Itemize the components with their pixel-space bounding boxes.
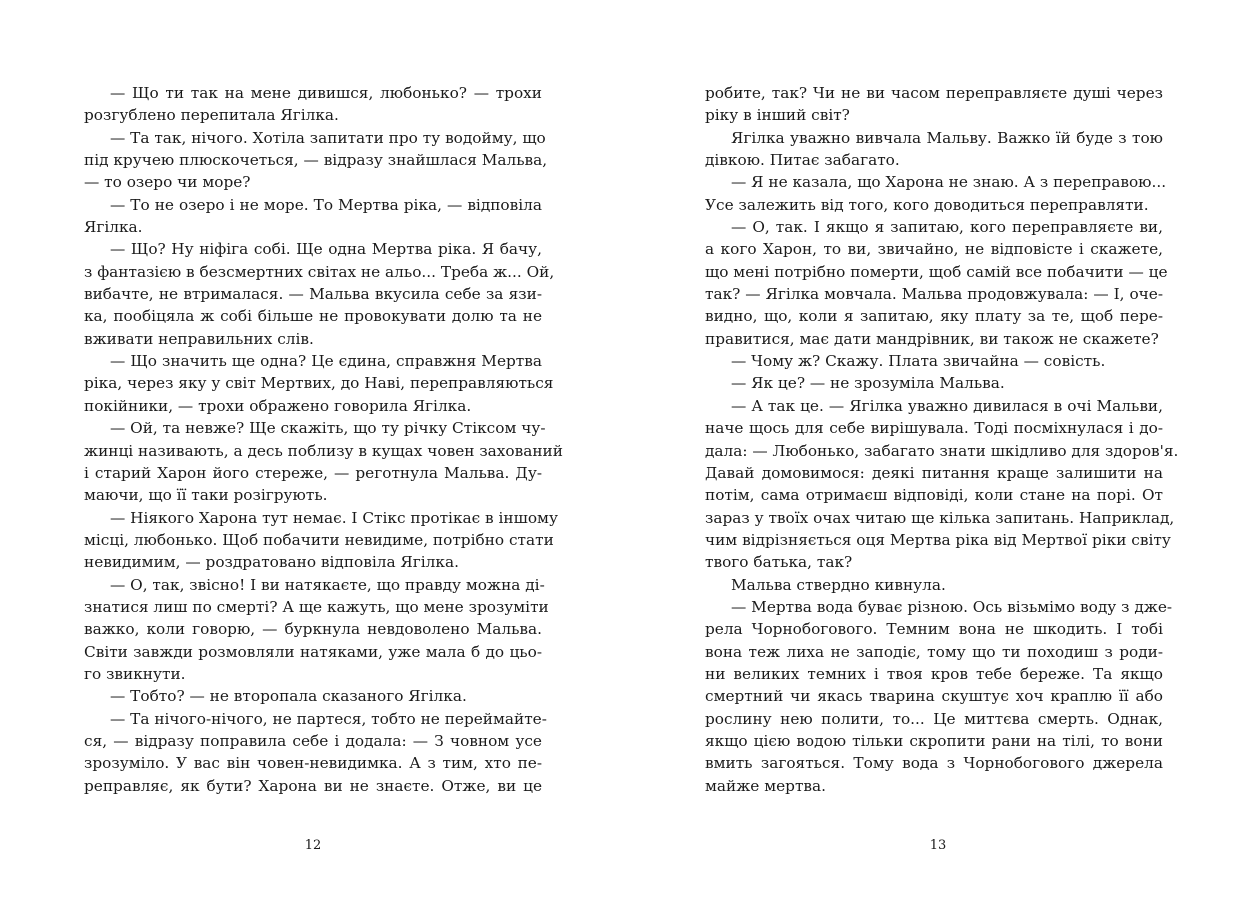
text-line: дівкою. Питає забагато. [705, 151, 900, 170]
text-line: вибачте, не втрималася. — Мальва вкусила себе за язи- [84, 285, 542, 304]
text-line: маючи, що її таки розігрують. [84, 486, 328, 505]
left-page-text [84, 82, 563, 797]
text-line: вона теж лиха не заподіє, тому що ти походиш з роди- [705, 642, 1163, 661]
text-line: — А так це. — Ягілка уважно дивилася в очі Мальви, [731, 396, 1163, 415]
text-line: — Що значить ще одна? Це єдина, справжня Мертва [110, 352, 542, 371]
text-line: чим відрізняється оця Мертва ріка від Мертвої ріки світу [705, 530, 1171, 549]
text-line: — О, так. І якщо я запитаю, кого переправляєте ви, [731, 218, 1163, 237]
text-line: правитися, має дати мандрівник, ви також не скажете? [705, 329, 1159, 348]
text-line: — Тобто? — не второпала сказаного Ягілка. [110, 687, 467, 706]
text-line: і старий Харон його стереже, — реготнула Мальва. Ду- [84, 463, 542, 482]
text-line: реправляє, як бути? Харона ви не знаєте. Отже, ви це [84, 776, 542, 795]
text-line: Усе залежить від того, кого доводиться переправляти. [705, 195, 1149, 214]
text-line: під кручею плюскочеться, — відразу знайшлася Мальва, [84, 151, 548, 170]
text-line: так? — Ягілка мовчала. Мальва продовжувала: — І, оче- [705, 285, 1163, 304]
text-line: Світи завжди розмовляли натяками, уже мала б до цьо- [84, 642, 542, 661]
text-line: — Ой, та невже? Ще скажіть, що ту річку Стіксом чу- [110, 419, 546, 438]
text-line: наче щось для себе вирішувала. Тоді посміхнулася і до- [705, 419, 1163, 438]
text-line: з фантазією в безсмертних світах не альо... Треба ж... Ой, [84, 262, 555, 281]
text-line: ся, — відразу поправила себе і додала: — З човном усе [84, 731, 542, 750]
text-line: видно, що, коли я запитаю, яку плату за те, щоб пере- [705, 307, 1163, 326]
text-line: дала: — Любонько, забагато знати шкідливо для здоров'я. [705, 441, 1179, 460]
text-line: — То не озеро і не море. То Мертва ріка, — відповіла [110, 195, 542, 214]
text-line: зараз у твоїх очах читаю ще кілька запитань. Наприклад, [705, 508, 1175, 527]
text-line: майже мертва. [705, 776, 827, 795]
text-line: жинці називають, а десь поблизу в кущах човен захований [84, 441, 563, 460]
text-line: потім, сама отримаєш відповіді, коли стане на порі. От [705, 486, 1163, 505]
text-line: що мені потрібно померти, щоб самій все побачити — це [705, 262, 1168, 281]
text-line: Давай домовимося: деякі питання краще залишити на [705, 463, 1163, 482]
text-line: — Чому ж? Скажу. Плата звичайна — совість. [731, 352, 1106, 371]
text-line: — то озеро чи море? [84, 173, 251, 192]
page-number-right: 13 [929, 838, 947, 853]
text-line: покійники, — трохи ображено говорила Ягілка. [84, 396, 472, 415]
text-line: ни великих темних і твоя кров тебе береже. Та якщо [705, 664, 1163, 683]
text-line: якщо цією водою тільки скропити рани на тілі, то вони [705, 731, 1163, 750]
text-line: Ягілка уважно вивчала Мальву. Важко їй буде з тою [731, 128, 1163, 147]
text-line: а кого Харон, то ви, звичайно, не відповісте і скажете, [705, 240, 1163, 259]
text-line: — Мертва вода буває різною. Ось візьмімо воду з дже- [731, 597, 1173, 616]
text-line: ріка, через яку у світ Мертвих, до Наві, переправляються [84, 374, 554, 393]
text-line: — Що? Ну ніфіга собі. Ще одна Мертва ріка. Я бачу, [110, 240, 542, 259]
text-line: ріку в інший світ? [705, 106, 850, 125]
text-line: розгублено перепитала Ягілка. [84, 106, 339, 125]
text-line: робите, так? Чи не ви часом переправляєте душі через [705, 84, 1163, 102]
text-line: місці, любонько. Щоб побачити невидиме, потрібно стати [84, 530, 554, 549]
text-line: — Як це? — не зрозуміла Мальва. [731, 374, 1005, 393]
text-line: — Та нічого-нічого, не партеся, тобто не переймайте- [110, 709, 547, 728]
text-line: — Ніякого Харона тут немає. І Стікс протікає в іншому [110, 508, 558, 527]
page-number-left: 12 [304, 838, 322, 853]
text-line: смертний чи якась тварина скуштує хоч краплю її або [705, 687, 1163, 706]
text-line: го звикнути. [84, 664, 186, 683]
text-line: — О, так, звісно! І ви натякаєте, що правду можна ді- [110, 575, 545, 594]
text-line: — Що ти так на мене дивишся, любонько? — трохи [110, 84, 542, 102]
right-page-text [705, 82, 1179, 797]
text-line: рослину нею полити, то... Це миттєва смерть. Однак, [705, 709, 1163, 728]
text-line: невидимим, — роздратовано відповіла Ягілка. [84, 553, 459, 572]
text-line: — Та так, нічого. Хотіла запитати про ту водойму, що [110, 128, 546, 147]
text-line: знатися лиш по смерті? А ще кажуть, що мене зрозуміти [84, 597, 549, 616]
text-line: ка, пообіцяла ж собі більше не провокувати долю та не [84, 307, 542, 326]
text-line: важко, коли говорю, — буркнула невдоволено Мальва. [84, 620, 542, 639]
text-line: зрозуміло. У вас він човен-невидимка. А з тим, хто пе- [84, 754, 542, 773]
text-line: вмить загояться. Тому вода з Чорнобогового джерела [705, 754, 1163, 773]
text-line: — Я не казала, що Харона не знаю. А з переправою... [731, 173, 1167, 192]
text-line: твого батька, так? [705, 553, 853, 572]
text-line: Мальва ствердно кивнула. [731, 575, 946, 594]
text-line: рела Чорнобогового. Темним вона не шкодить. І тобі [705, 620, 1163, 639]
text-line: вживати неправильних слів. [84, 329, 314, 348]
text-line: Ягілка. [84, 218, 143, 237]
